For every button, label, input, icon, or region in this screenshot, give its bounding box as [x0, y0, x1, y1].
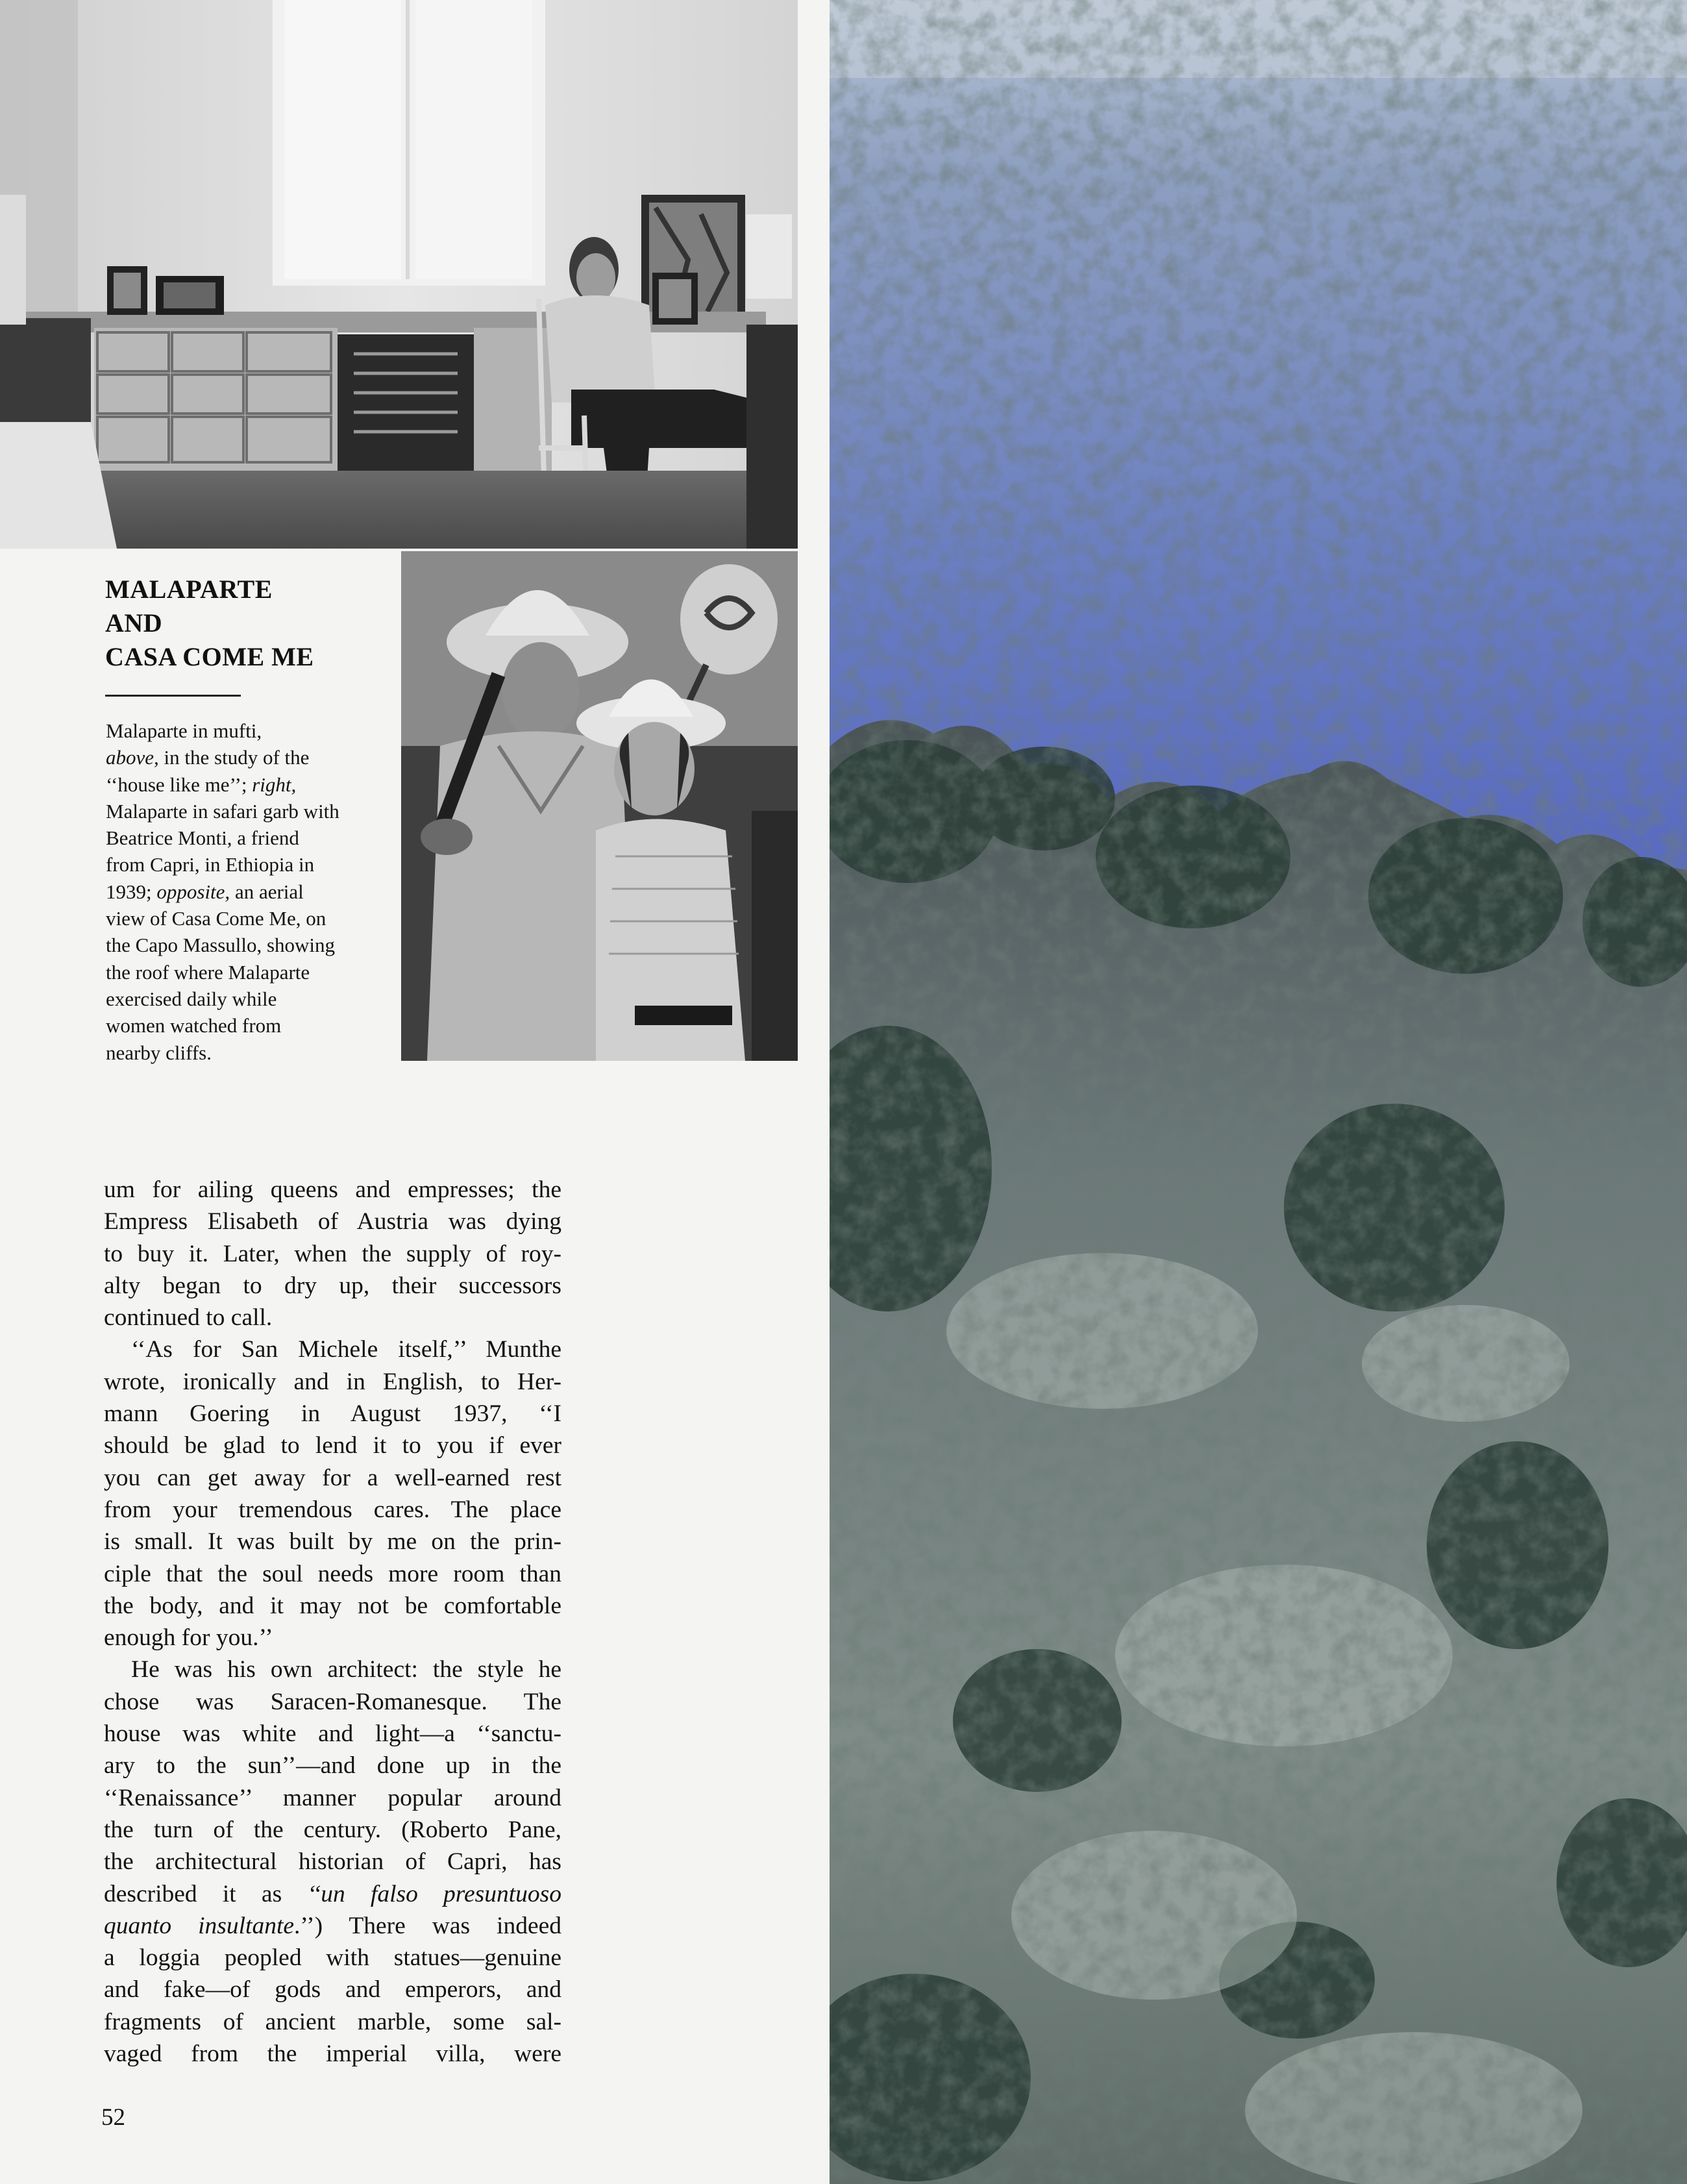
- text-run: a loggia peopled with statues—genuine: [104, 1944, 561, 1972]
- body-line: [104, 1622, 561, 1654]
- body-line: [104, 1558, 561, 1590]
- caption-line: [106, 959, 391, 986]
- text-run: ary to the sun’’—and done up in the: [104, 1752, 561, 1780]
- text-run: continued to call.: [104, 1304, 273, 1332]
- page-number: 52: [101, 2104, 125, 2131]
- text-run: from Capri, in Ethiopia in: [106, 853, 315, 876]
- caption-line: [106, 1039, 391, 1066]
- body-line: [104, 1494, 561, 1526]
- headline-line: MALAPARTE: [105, 575, 273, 604]
- text-run: um for ailing queens and empresses; the: [104, 1176, 561, 1203]
- caption-line: [106, 744, 391, 771]
- text-run: described it as: [104, 1880, 308, 1907]
- text-run: He was his own architect: the style he: [131, 1656, 561, 1683]
- article-body: [104, 1174, 561, 2070]
- text-run: the body, and it may not be comfortable: [104, 1592, 561, 1619]
- body-line: [104, 1974, 561, 2005]
- body-line: [104, 1782, 561, 1814]
- caption-line: [106, 986, 391, 1012]
- text-run: chose was Saracen-Romanesque. The: [104, 1688, 561, 1715]
- caption-line: [106, 878, 391, 905]
- headline-line: CASA COME ME: [105, 642, 314, 671]
- italic-text: ‘‘un falso presuntuoso: [307, 1880, 562, 1907]
- body-line: [104, 1590, 561, 1622]
- text-run: the architectural historian of Capri, has: [104, 1848, 561, 1876]
- text-run: ‘‘house like me’’;: [106, 773, 252, 796]
- text-run: the turn of the century. (Roberto Pane,: [104, 1816, 561, 1843]
- caption-line: [106, 932, 391, 958]
- body-line: [104, 1718, 561, 1750]
- text-run: and fake—of gods and emperors, and: [104, 1976, 561, 2004]
- text-run: vaged from the imperial villa, were: [104, 2041, 561, 2068]
- text-run: you can get away for a well-earned rest: [104, 1464, 561, 1491]
- text-run: from your tremendous cares. The place: [104, 1496, 561, 1523]
- body-line: [104, 1398, 561, 1430]
- body-line: [104, 1846, 561, 1878]
- body-line: [104, 1750, 561, 1781]
- caption-line: [106, 851, 391, 878]
- text-run: view of Casa Come Me, on: [106, 907, 326, 930]
- italic-text: above,: [106, 746, 159, 769]
- text-run: alty began to dry up, their successors: [104, 1272, 561, 1299]
- caption-line: [106, 1012, 391, 1039]
- text-run: wrote, ironically and in English, to Her-: [104, 1368, 561, 1395]
- italic-text: quanto insultante: [104, 1912, 295, 1939]
- text-run: enough for you.’’: [104, 1624, 273, 1652]
- body-line: [104, 1878, 561, 1910]
- aerial-view-photo: [830, 0, 1687, 2184]
- text-run: Malaparte in safari garb with: [106, 799, 339, 823]
- body-line: [104, 1814, 561, 1846]
- caption-line: [106, 717, 391, 744]
- caption-line: [106, 905, 391, 932]
- study-photo: [0, 0, 798, 549]
- text-run: should be glad to lend it to you if ever: [104, 1432, 561, 1459]
- safari-photo: [401, 551, 798, 1061]
- text-run: exercised daily while: [106, 987, 277, 1010]
- body-line: [104, 1654, 561, 1685]
- text-run: mann Goering in August 1937, ‘‘I: [104, 1400, 561, 1428]
- text-run: Empress Elisabeth of Austria was dying: [104, 1208, 561, 1235]
- caption-line: [106, 825, 391, 851]
- text-run: the Capo Massullo, showing: [106, 934, 336, 957]
- body-line: [104, 1910, 561, 1942]
- text-run: house was white and light—a ‘‘sanctu-: [104, 1720, 561, 1748]
- text-run: fragments of ancient marble, some sal-: [104, 2008, 561, 2035]
- body-line: [104, 1302, 561, 1334]
- text-run: is small. It was built by me on the prin-: [104, 1528, 561, 1556]
- text-run: to buy it. Later, when the supply of roy-: [104, 1240, 561, 1267]
- body-line: [104, 1526, 561, 1557]
- caption-line: [106, 798, 391, 825]
- body-line: [104, 1366, 561, 1398]
- text-run: Malaparte in mufti,: [106, 719, 262, 742]
- body-line: [104, 1238, 561, 1270]
- headline-line: AND: [105, 608, 163, 638]
- text-run: women watched from: [106, 1014, 282, 1037]
- headline-rule: [105, 695, 241, 697]
- text-run: in the study of the: [158, 746, 310, 769]
- body-line: [104, 2038, 561, 2070]
- text-run: .’’) There was indeed: [294, 1912, 561, 1939]
- text-run: ‘‘Renaissance’’ manner popular around: [104, 1784, 561, 1811]
- text-run: the roof where Malaparte: [106, 960, 310, 984]
- text-run: 1939;: [106, 880, 157, 903]
- text-run: ‘‘As for San Michele itself,’’ Munthe: [131, 1336, 561, 1363]
- italic-text: opposite,: [156, 880, 230, 903]
- body-line: [104, 1430, 561, 1461]
- text-run: Beatrice Monti, a friend: [106, 826, 299, 850]
- text-run: nearby cliffs.: [106, 1041, 212, 1064]
- text-run: an aerial: [230, 880, 304, 903]
- body-line: [104, 1270, 561, 1302]
- photo-caption: [106, 717, 391, 1066]
- body-line: [104, 1334, 561, 1365]
- body-line: [104, 1206, 561, 1237]
- body-line: [104, 2006, 561, 2038]
- caption-line: [106, 771, 391, 798]
- text-run: ciple that the soul needs more room than: [104, 1560, 561, 1587]
- body-line: [104, 1686, 561, 1718]
- body-line: [104, 1174, 561, 1206]
- italic-text: right,: [252, 773, 297, 796]
- article-headline: [105, 573, 384, 674]
- body-line: [104, 1942, 561, 1974]
- body-line: [104, 1462, 561, 1494]
